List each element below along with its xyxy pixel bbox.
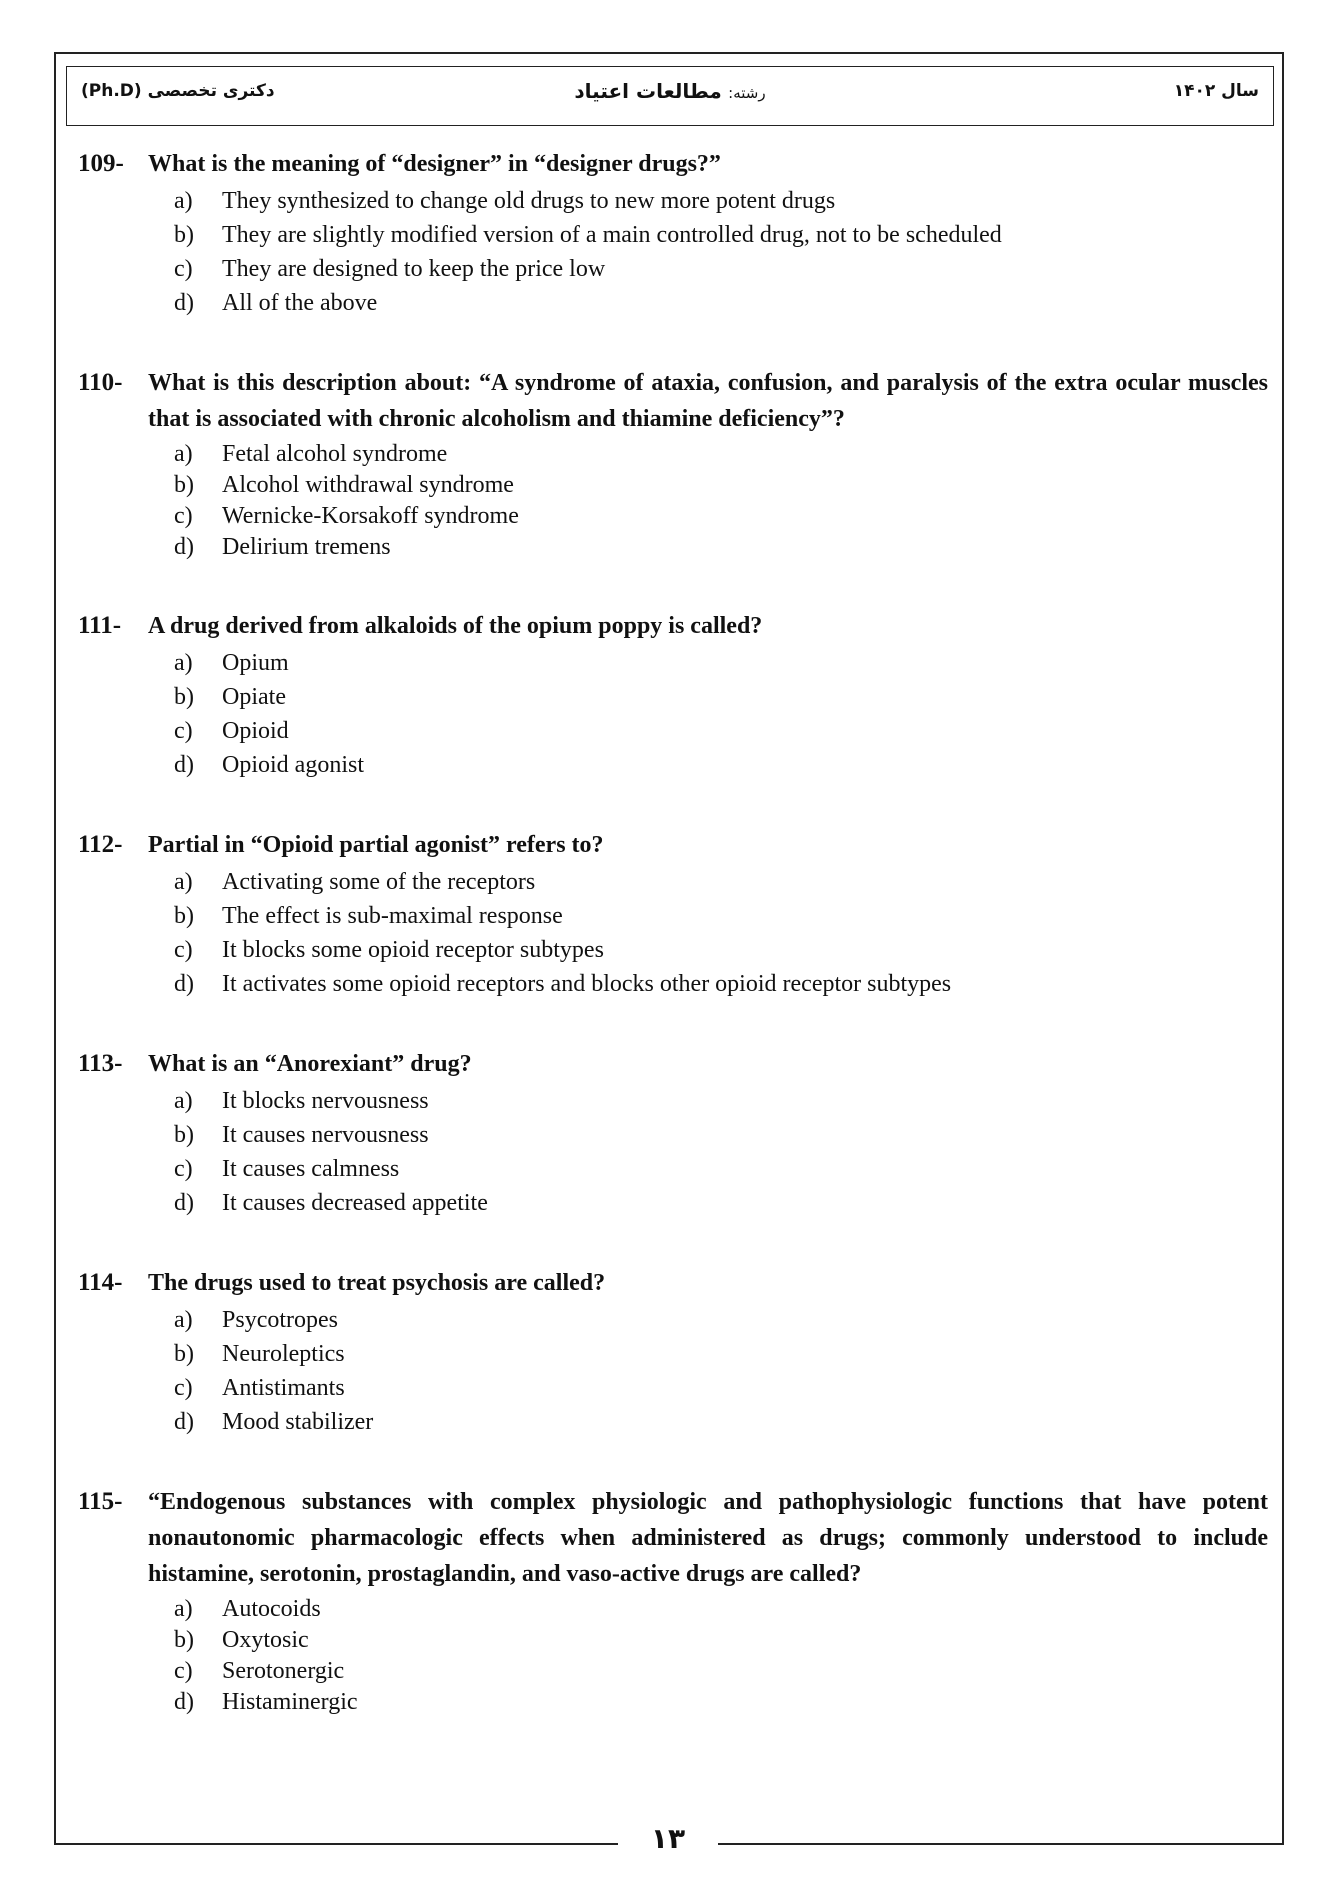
question-text: What is this description about: “A syndrome of ataxia, confusion, and paralysis of the extra ocular muscles that is associated with chronic alcoholism and thiamine deficiency”? (148, 370, 1268, 432)
question-text: What is an “Anorexiant” drug? (148, 1051, 472, 1077)
option-list (174, 1303, 1268, 1439)
option-letter: a) (174, 1596, 193, 1622)
option-c (174, 1152, 1268, 1186)
question-113 (78, 1046, 1268, 1220)
option-letter: b) (174, 1122, 194, 1148)
option-text: Alcohol withdrawal syndrome (222, 472, 514, 498)
question-number: 112- (78, 831, 123, 858)
field-value: مطالعات اعتیاد (574, 79, 722, 103)
option-a (174, 1303, 1268, 1337)
option-letter: b) (174, 222, 194, 248)
option-a (174, 646, 1268, 680)
option-text: It causes decreased appetite (222, 1190, 488, 1216)
option-c (174, 714, 1268, 748)
question-text: A drug derived from alkaloids of the opium poppy is called? (148, 613, 763, 639)
option-letter: d) (174, 290, 194, 316)
option-c (174, 252, 1268, 286)
option-list (174, 184, 1268, 320)
option-letter: b) (174, 472, 194, 498)
option-d (174, 748, 1268, 782)
option-text: Opiate (222, 684, 286, 710)
question-111 (78, 608, 1268, 782)
option-letter: c) (174, 718, 193, 744)
option-text: Opioid agonist (222, 752, 364, 778)
question-109 (78, 146, 1268, 320)
exam-year: سال ۱۴۰۲ (1173, 81, 1259, 101)
option-d (174, 286, 1268, 320)
option-text: It blocks nervousness (222, 1088, 429, 1114)
field-label: رشته: (728, 84, 766, 102)
option-letter: a) (174, 188, 193, 214)
option-text: Oxytosic (222, 1627, 309, 1653)
option-letter: b) (174, 684, 194, 710)
option-d (174, 1405, 1268, 1439)
option-text: Fetal alcohol syndrome (222, 441, 448, 467)
option-a (174, 865, 1268, 899)
page-header (66, 66, 1274, 126)
option-text: Opium (222, 650, 289, 676)
option-d (174, 967, 1268, 1001)
question-115 (78, 1484, 1268, 1718)
option-b (174, 1118, 1268, 1152)
question-list (78, 146, 1268, 1763)
option-text: Activating some of the receptors (222, 869, 536, 895)
option-list (174, 439, 1268, 563)
question-114 (78, 1265, 1268, 1439)
option-b (174, 899, 1268, 933)
option-text: Delirium tremens (222, 534, 391, 560)
question-number: 110- (78, 369, 123, 396)
degree-label: دکتری تخصصی (Ph.D) (81, 81, 275, 101)
question-text: The drugs used to treat psychosis are called? (148, 1270, 606, 1296)
option-b (174, 1625, 1268, 1656)
option-c (174, 933, 1268, 967)
option-letter: c) (174, 1156, 193, 1182)
option-text: It blocks some opioid receptor subtypes (222, 937, 604, 963)
option-letter: a) (174, 869, 193, 895)
option-text: Antistimants (222, 1375, 345, 1401)
option-letter: c) (174, 1658, 193, 1684)
question-number: 114- (78, 1269, 123, 1296)
option-text: Neuroleptics (222, 1341, 345, 1367)
option-text: They are slightly modified version of a main controlled drug, not to be scheduled (222, 222, 1002, 248)
option-text: All of the above (222, 290, 378, 316)
option-letter: d) (174, 971, 194, 997)
option-text: They synthesized to change old drugs to new more potent drugs (222, 188, 836, 214)
question-text: Partial in “Opioid partial agonist” refers to? (148, 832, 604, 858)
question-110 (78, 365, 1268, 563)
option-text: Wernicke-Korsakoff syndrome (222, 503, 519, 529)
option-list (174, 1084, 1268, 1220)
option-text: Opioid (222, 718, 289, 744)
option-letter: d) (174, 752, 194, 778)
option-text: It activates some opioid receptors and blocks other opioid receptor subtypes (222, 971, 952, 997)
option-list (174, 1594, 1268, 1718)
question-number: 109- (78, 150, 124, 177)
option-text: Autocoids (222, 1596, 321, 1622)
option-d (174, 532, 1268, 563)
option-letter: a) (174, 650, 193, 676)
option-list (174, 865, 1268, 1001)
option-a (174, 1594, 1268, 1625)
option-letter: a) (174, 1307, 193, 1333)
option-b (174, 680, 1268, 714)
option-text: Mood stabilizer (222, 1409, 374, 1435)
footer-rule-left (54, 1843, 618, 1845)
option-text: The effect is sub-maximal response (222, 903, 563, 929)
option-list (174, 646, 1268, 782)
option-letter: c) (174, 937, 193, 963)
option-a (174, 184, 1268, 218)
option-letter: c) (174, 503, 193, 529)
option-text: It causes nervousness (222, 1122, 429, 1148)
option-text: Serotonergic (222, 1658, 345, 1684)
option-b (174, 1337, 1268, 1371)
option-letter: a) (174, 441, 193, 467)
option-letter: d) (174, 1409, 194, 1435)
question-number: 111- (78, 612, 122, 639)
option-text: Histaminergic (222, 1689, 358, 1715)
option-letter: b) (174, 1341, 194, 1367)
option-letter: b) (174, 1627, 194, 1653)
question-number: 115- (78, 1488, 123, 1515)
option-a (174, 439, 1268, 470)
question-text: “Endogenous substances with complex physiologic and pathophysiologic functions that have potent nonautonomic pharmacologic effects when administered as drugs; commonly understood to include histamine, serotonin, prostaglandin, and vaso-active drugs are called? (148, 1489, 1268, 1587)
option-letter: c) (174, 1375, 193, 1401)
option-c (174, 1656, 1268, 1687)
footer-rule-right (718, 1843, 1284, 1845)
option-c (174, 1371, 1268, 1405)
option-d (174, 1687, 1268, 1718)
option-letter: d) (174, 1689, 194, 1715)
question-number: 113- (78, 1050, 123, 1077)
option-b (174, 218, 1268, 252)
option-d (174, 1186, 1268, 1220)
page-number: ۱۳ (650, 1822, 686, 1855)
option-letter: d) (174, 1190, 194, 1216)
option-letter: c) (174, 256, 193, 282)
option-text: It causes calmness (222, 1156, 400, 1182)
option-letter: d) (174, 534, 194, 560)
option-letter: b) (174, 903, 194, 929)
option-text: They are designed to keep the price low (222, 256, 606, 282)
option-c (174, 501, 1268, 532)
option-letter: a) (174, 1088, 193, 1114)
question-112 (78, 827, 1268, 1001)
option-text: Psycotropes (222, 1307, 338, 1333)
question-text: What is the meaning of “designer” in “designer drugs?” (148, 151, 721, 177)
option-a (174, 1084, 1268, 1118)
option-b (174, 470, 1268, 501)
